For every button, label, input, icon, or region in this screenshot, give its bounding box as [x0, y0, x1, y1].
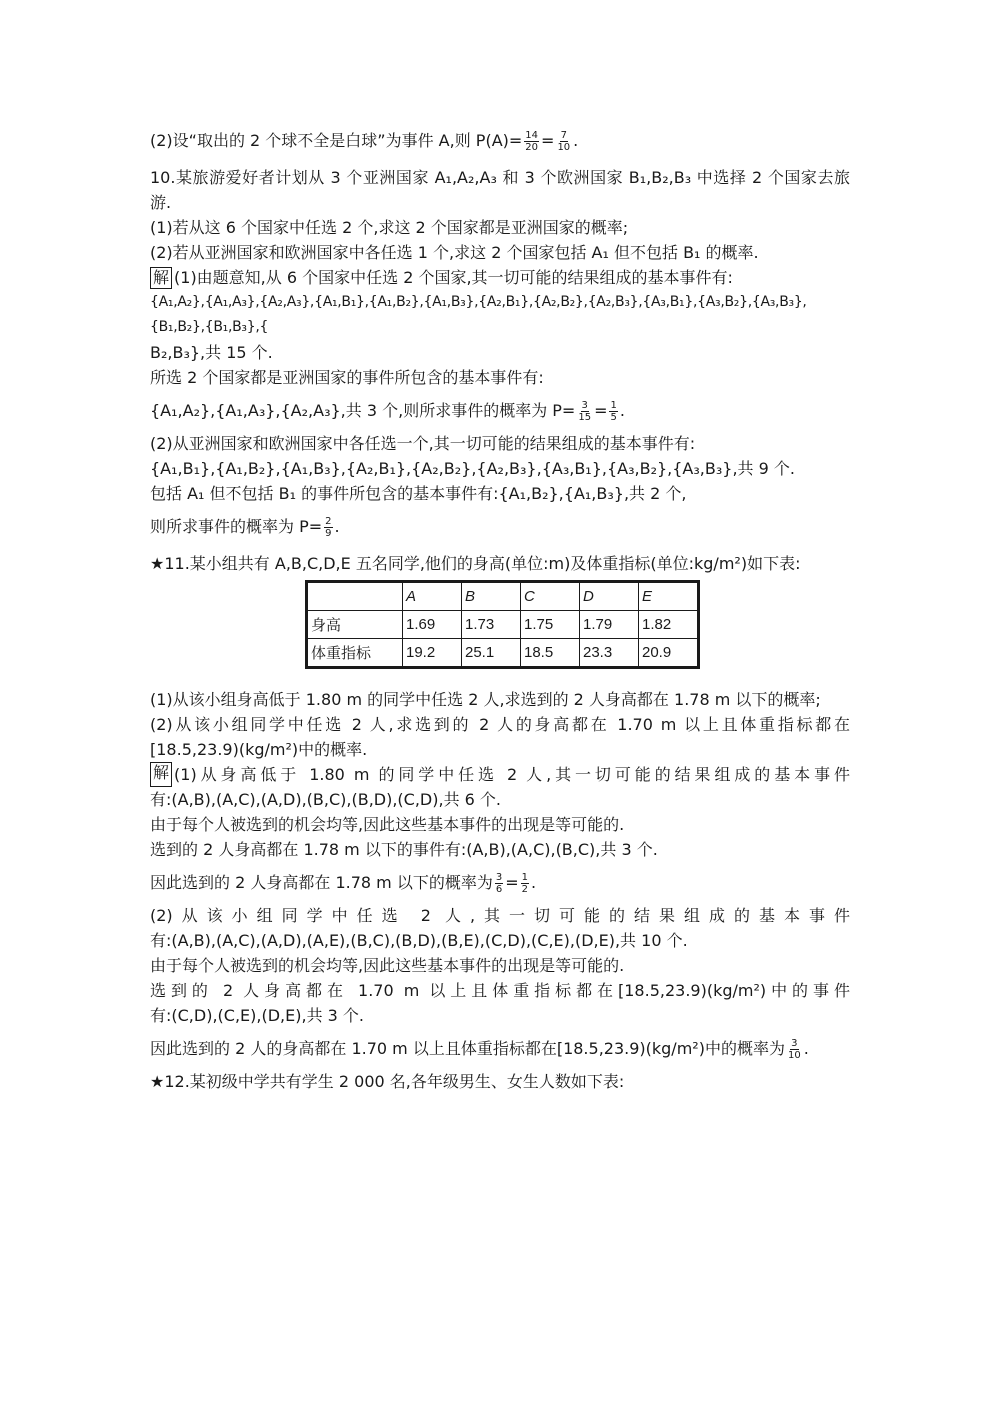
- table-header-cell: B: [462, 582, 521, 611]
- fraction-14-20: $\frac{14}{20}$: [525, 130, 539, 153]
- table-cell: 18.5: [521, 639, 580, 668]
- table-row: [307, 639, 699, 668]
- table-header-cell: C: [521, 582, 580, 611]
- problem-12-stem: ★12.某初级中学共有学生 2 000 名,各年级男生、女生人数如下表:: [150, 1072, 625, 1091]
- table-cell: 1.69: [403, 611, 462, 639]
- table-cell: 20.9: [639, 639, 699, 668]
- solution-11-part2-subset: 选到的 2 人身高都在 1.70 m 以上且体重指标都在[18.5,23.9)(kg/m²)中的事件: [150, 981, 850, 1000]
- data-table: [305, 580, 700, 669]
- table-header-cell: A: [403, 582, 462, 611]
- problem-10-q2: (2)若从亚洲国家和欧洲国家中各任选 1 个,求这 2 个国家包括 A₁ 但不包括 B₁ 的概率.: [150, 243, 759, 262]
- solution-10-part2-prob: 则所求事件的概率为 P= $\frac{2}{9}$ .: [150, 516, 340, 539]
- solution-10-events: {A₁,A₂},{A₁,A₃},{A₂,A₃},{A₁,B₁},{A₁,B₂},{A₁,B₃},{A₂,B₁},{A₂,B₂},{A₂,B₃},{A₃,B₁},{A₃,B₂},{A₃,B₃},{B₁,B₂},{B₁,B₃},{: [150, 294, 807, 335]
- problem-11-stem: ★11.某小组共有 A,B,C,D,E 五名同学,他们的身高(单位:m)及体重指标(单位:kg/m²)如下表:: [150, 554, 801, 573]
- solution-11-part2-prob: 因此选到的 2 人的身高都在 1.70 m 以上且体重指标都在[18.5,23.9)(kg/m²)中的概率为 $\frac{3}{10}$ .: [150, 1038, 809, 1061]
- solution-10-part2-subset: 包括 A₁ 但不包括 B₁ 的事件所包含的基本事件有:{A₁,B₂},{A₁,B₃},共 2 个,: [150, 484, 687, 503]
- solution-10-line1: 解 (1)由题意知,从 6 个国家中任选 2 个国家,其一切可能的结果组成的基本事件有:: [150, 265, 850, 290]
- solution-11-subset: 选到的 2 人身高都在 1.78 m 以下的事件有:(A,B),(A,C),(B,C),共 3 个.: [150, 840, 658, 859]
- solution-10-part2: (2)从亚洲国家和欧洲国家中各任选一个,其一切可能的结果组成的基本事件有:: [150, 434, 696, 453]
- problem-11-q1: (1)从该小组身高低于 1.80 m 的同学中任选 2 人,求选到的 2 人身高都在 1.78 m 以下的概率;: [150, 690, 821, 709]
- problem-10-stem: 10.某旅游爱好者计划从 3 个亚洲国家 A₁,A₂,A₃ 和 3 个欧洲国家 B₁,B₂,B₃ 中选择 2 个国家去旅: [150, 168, 850, 187]
- table-cell: 1.79: [580, 611, 639, 639]
- solution-10-asia-prob: {A₁,A₂},{A₁,A₃},{A₂,A₃},共 3 个,则所求事件的概率为 P= $\frac{3}{15}$ = $\frac{1}{5}$ .: [150, 400, 625, 423]
- solution-11-equal-chance: 由于每个人被选到的机会均等,因此这些基本事件的出现是等可能的.: [150, 815, 625, 834]
- table-row: [307, 611, 699, 639]
- fraction-3-10: $\frac{3}{10}$: [787, 1038, 801, 1061]
- solution-11-part2-events: 有:(A,B),(A,C),(A,D),(A,E),(B,C),(B,D),(B,E),(C,D),(C,E),(D,E),共 10 个.: [150, 931, 688, 950]
- table-header-cell: E: [639, 582, 699, 611]
- fraction-1-5: $\frac{1}{5}$: [610, 400, 617, 423]
- fraction-1-2: $\frac{1}{2}$: [521, 872, 528, 895]
- solution-10-asia: 所选 2 个国家都是亚洲国家的事件所包含的基本事件有:: [150, 368, 544, 387]
- solution-label: 解: [150, 762, 172, 787]
- table-cell: 19.2: [403, 639, 462, 668]
- fraction-2-9: $\frac{2}{9}$: [325, 516, 332, 539]
- table-cell: 身高: [307, 611, 403, 639]
- solution-11-events: 有:(A,B),(A,C),(A,D),(B,C),(B,D),(C,D),共 6 个.: [150, 790, 502, 809]
- problem-11-q2: (2)从该小组同学中任选 2 人,求选到的 2 人的身高都在 1.70 m 以上且体重指标都在: [150, 715, 850, 734]
- problem-10-q1: (1)若从这 6 个国家中任选 2 个,求这 2 个国家都是亚洲国家的概率;: [150, 218, 629, 237]
- solution-11-part2-equal: 由于每个人被选到的机会均等,因此这些基本事件的出现是等可能的.: [150, 956, 625, 975]
- table-cell: 1.73: [462, 611, 521, 639]
- solution-11-prob: 因此选到的 2 人身高都在 1.78 m 以下的概率为 $\frac{3}{6}$ = $\frac{1}{2}$ .: [150, 872, 537, 895]
- table-header-cell: D: [580, 582, 639, 611]
- solution-11-line1: 解 (1)从身高低于 1.80 m 的同学中任选 2 人,其一切可能的结果组成的基本事件: [150, 762, 850, 787]
- table-cell: 25.1: [462, 639, 521, 668]
- fraction-7-10: $\frac{7}{10}$: [557, 130, 571, 153]
- table-header-cell: [307, 582, 403, 611]
- problem-10-stem-cont: 游.: [150, 193, 172, 212]
- line-prev-answer: (2)设“取出的 2 个球不全是白球”为事件 A,则 P(A)= $\frac{14}{20}$ = $\frac{7}{10}$ .: [150, 130, 579, 153]
- solution-11-part2: (2)从该小组同学中任选 2 人,其一切可能的结果组成的基本事件: [150, 906, 850, 925]
- table-cell: 23.3: [580, 639, 639, 668]
- solution-10-events-cont: B₂,B₃},共 15 个.: [150, 343, 273, 362]
- solution-11-part2-subset-cont: 有:(C,D),(C,E),(D,E),共 3 个.: [150, 1006, 365, 1025]
- solution-10-part2-events: {A₁,B₁},{A₁,B₂},{A₁,B₃},{A₂,B₁},{A₂,B₂},{A₂,B₃},{A₃,B₁},{A₃,B₂},{A₃,B₃},共 9 个.: [150, 459, 795, 478]
- problem-11-q2-cont: [18.5,23.9)(kg/m²)中的概率.: [150, 740, 368, 759]
- fraction-3-6: $\frac{3}{6}$: [495, 872, 503, 895]
- document-page: [150, 128, 850, 1094]
- table-cell: 体重指标: [307, 639, 403, 668]
- fraction-3-15: $\frac{3}{15}$: [578, 400, 592, 423]
- table-header-row: [307, 582, 699, 611]
- table-cell: 1.75: [521, 611, 580, 639]
- table-cell: 1.82: [639, 611, 699, 639]
- solution-label: 解: [150, 267, 172, 289]
